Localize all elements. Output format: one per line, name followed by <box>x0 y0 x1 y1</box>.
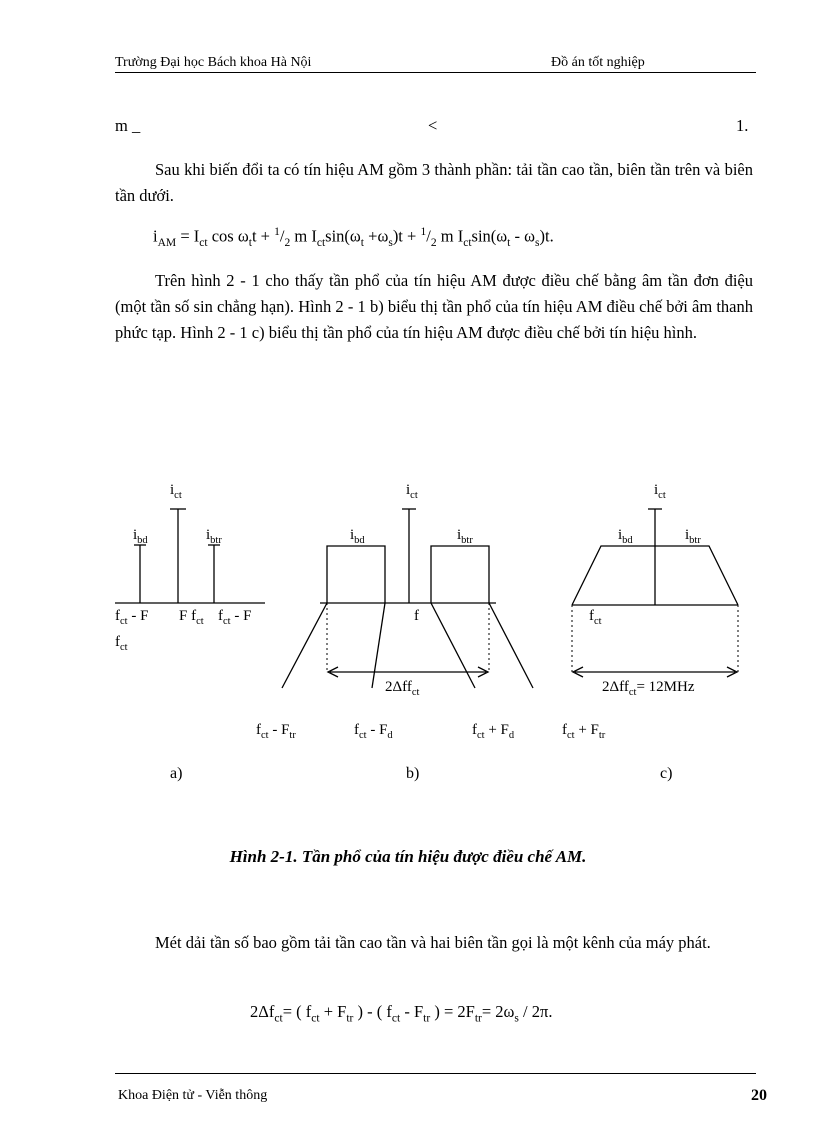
sublabel-c: c) <box>660 765 673 782</box>
paragraph-1: Sau khi biến đổi ta có tín hiệu AM gồm 3 thành phần: tải tần cao tần, biên tần trên và biên tần dưới. <box>115 160 753 205</box>
b-label-ibd: $i_{bd}$ <box>350 527 365 546</box>
b-label-delta: 2Δff$_{ct}$ <box>385 679 420 698</box>
b-leader-ftr-plus <box>489 603 533 688</box>
equation-bandwidth: $2\Delta f_{ct}=$ ( $f_{ct} + F_{tr}$ ) - ( $f_{ct} - F_{tr}$ ) = $2F_{tr}= 2\omega_s / 2\pi$. <box>250 1002 553 1025</box>
b-label-fct-plus-fd: $f_{ct} + F_d$ <box>472 722 515 741</box>
sublabel-b: b) <box>406 765 420 782</box>
b-leader-ftr-minus <box>282 603 327 688</box>
a-label-ibtr: $i_{btr}$ <box>206 527 222 546</box>
c-label-ict: $i_{ct}$ <box>654 482 666 501</box>
b-label-fct-minus-fd: $f_{ct} - F_d$ <box>354 722 393 741</box>
a-label-fct-minus-f: $f_{ct}$ - F <box>115 608 149 627</box>
b-label-f: f <box>414 608 419 624</box>
figure-caption: Hình 2-1. Tần phổ của tín hiệu được điều chế AM. <box>229 847 587 866</box>
c-label-ibtr: $i_{btr}$ <box>685 527 701 546</box>
a-label-ibd: $i_{bd}$ <box>133 527 148 546</box>
b-upper-band <box>431 546 489 603</box>
b-lower-band <box>327 546 385 603</box>
a-label-fct: $f_{ct}$ <box>115 634 128 653</box>
fragment-lt: < <box>428 116 438 135</box>
c-label-delta: 2Δff$_{ct}$= 12MHz <box>602 679 695 698</box>
b-label-ibtr: $i_{btr}$ <box>457 527 473 546</box>
page-number: 20 <box>751 1087 767 1104</box>
c-label-ibd: $i_{bd}$ <box>618 527 633 546</box>
b-leader-fd-minus <box>372 603 385 688</box>
equation-iam: $i_{AM} = I_{ct}$ $\cos \omega_tt + ^1/_2$ m $I_{ct}\sin(\omega_t +\omega_s)t + ^1/_2$ m $I_{ct}\sin(\omega_t - \omega_s)t$. <box>153 226 554 249</box>
paragraph-2: Trên hình 2 - 1 cho thấy tần phổ của tín hiệu AM được điều chế bằng âm tần đơn điệu (một tần số sin chẳng hạn). Hình 2 - 1 b) biểu thị tần phổ của tín hiệu AM điều chế bởi âm thanh phức tạp. Hình 2 - 1 c) biểu thị tần phổ của tín hiệu AM được điều chế bởi tín hiệu hình. <box>115 271 753 342</box>
a-label-f-fct: F $f_{ct}$ <box>179 608 204 627</box>
header-school: Trường Đại học Bách khoa Hà Nội <box>115 55 312 70</box>
b-label-ict: $i_{ct}$ <box>406 482 418 501</box>
paragraph-3: Mét dải tần số bao gồm tải tần cao tần và hai biên tần gọi là một kênh của máy phát. <box>155 933 711 952</box>
b-label-fct-plus-ftr: $f_{ct} + F_{tr}$ <box>562 722 606 741</box>
sublabel-a: a) <box>170 765 183 782</box>
header-title: Đồ án tốt nghiệp <box>551 55 645 70</box>
b-leader-fd-plus <box>431 603 475 688</box>
c-label-fct: $f_{ct}$ <box>589 608 602 627</box>
footer-faculty: Khoa Điện tử - Viễn thông <box>118 1088 268 1103</box>
fragment-one: 1. <box>736 116 749 135</box>
b-label-fct-minus-ftr: $f_{ct} - F_{tr}$ <box>256 722 296 741</box>
a-label-ict: $i_{ct}$ <box>170 482 182 501</box>
a-label-fct-minus-f-right: $f_{ct}$ - F <box>218 608 252 627</box>
fragment-m: m _ <box>115 116 141 135</box>
footer-rule <box>115 1073 756 1074</box>
